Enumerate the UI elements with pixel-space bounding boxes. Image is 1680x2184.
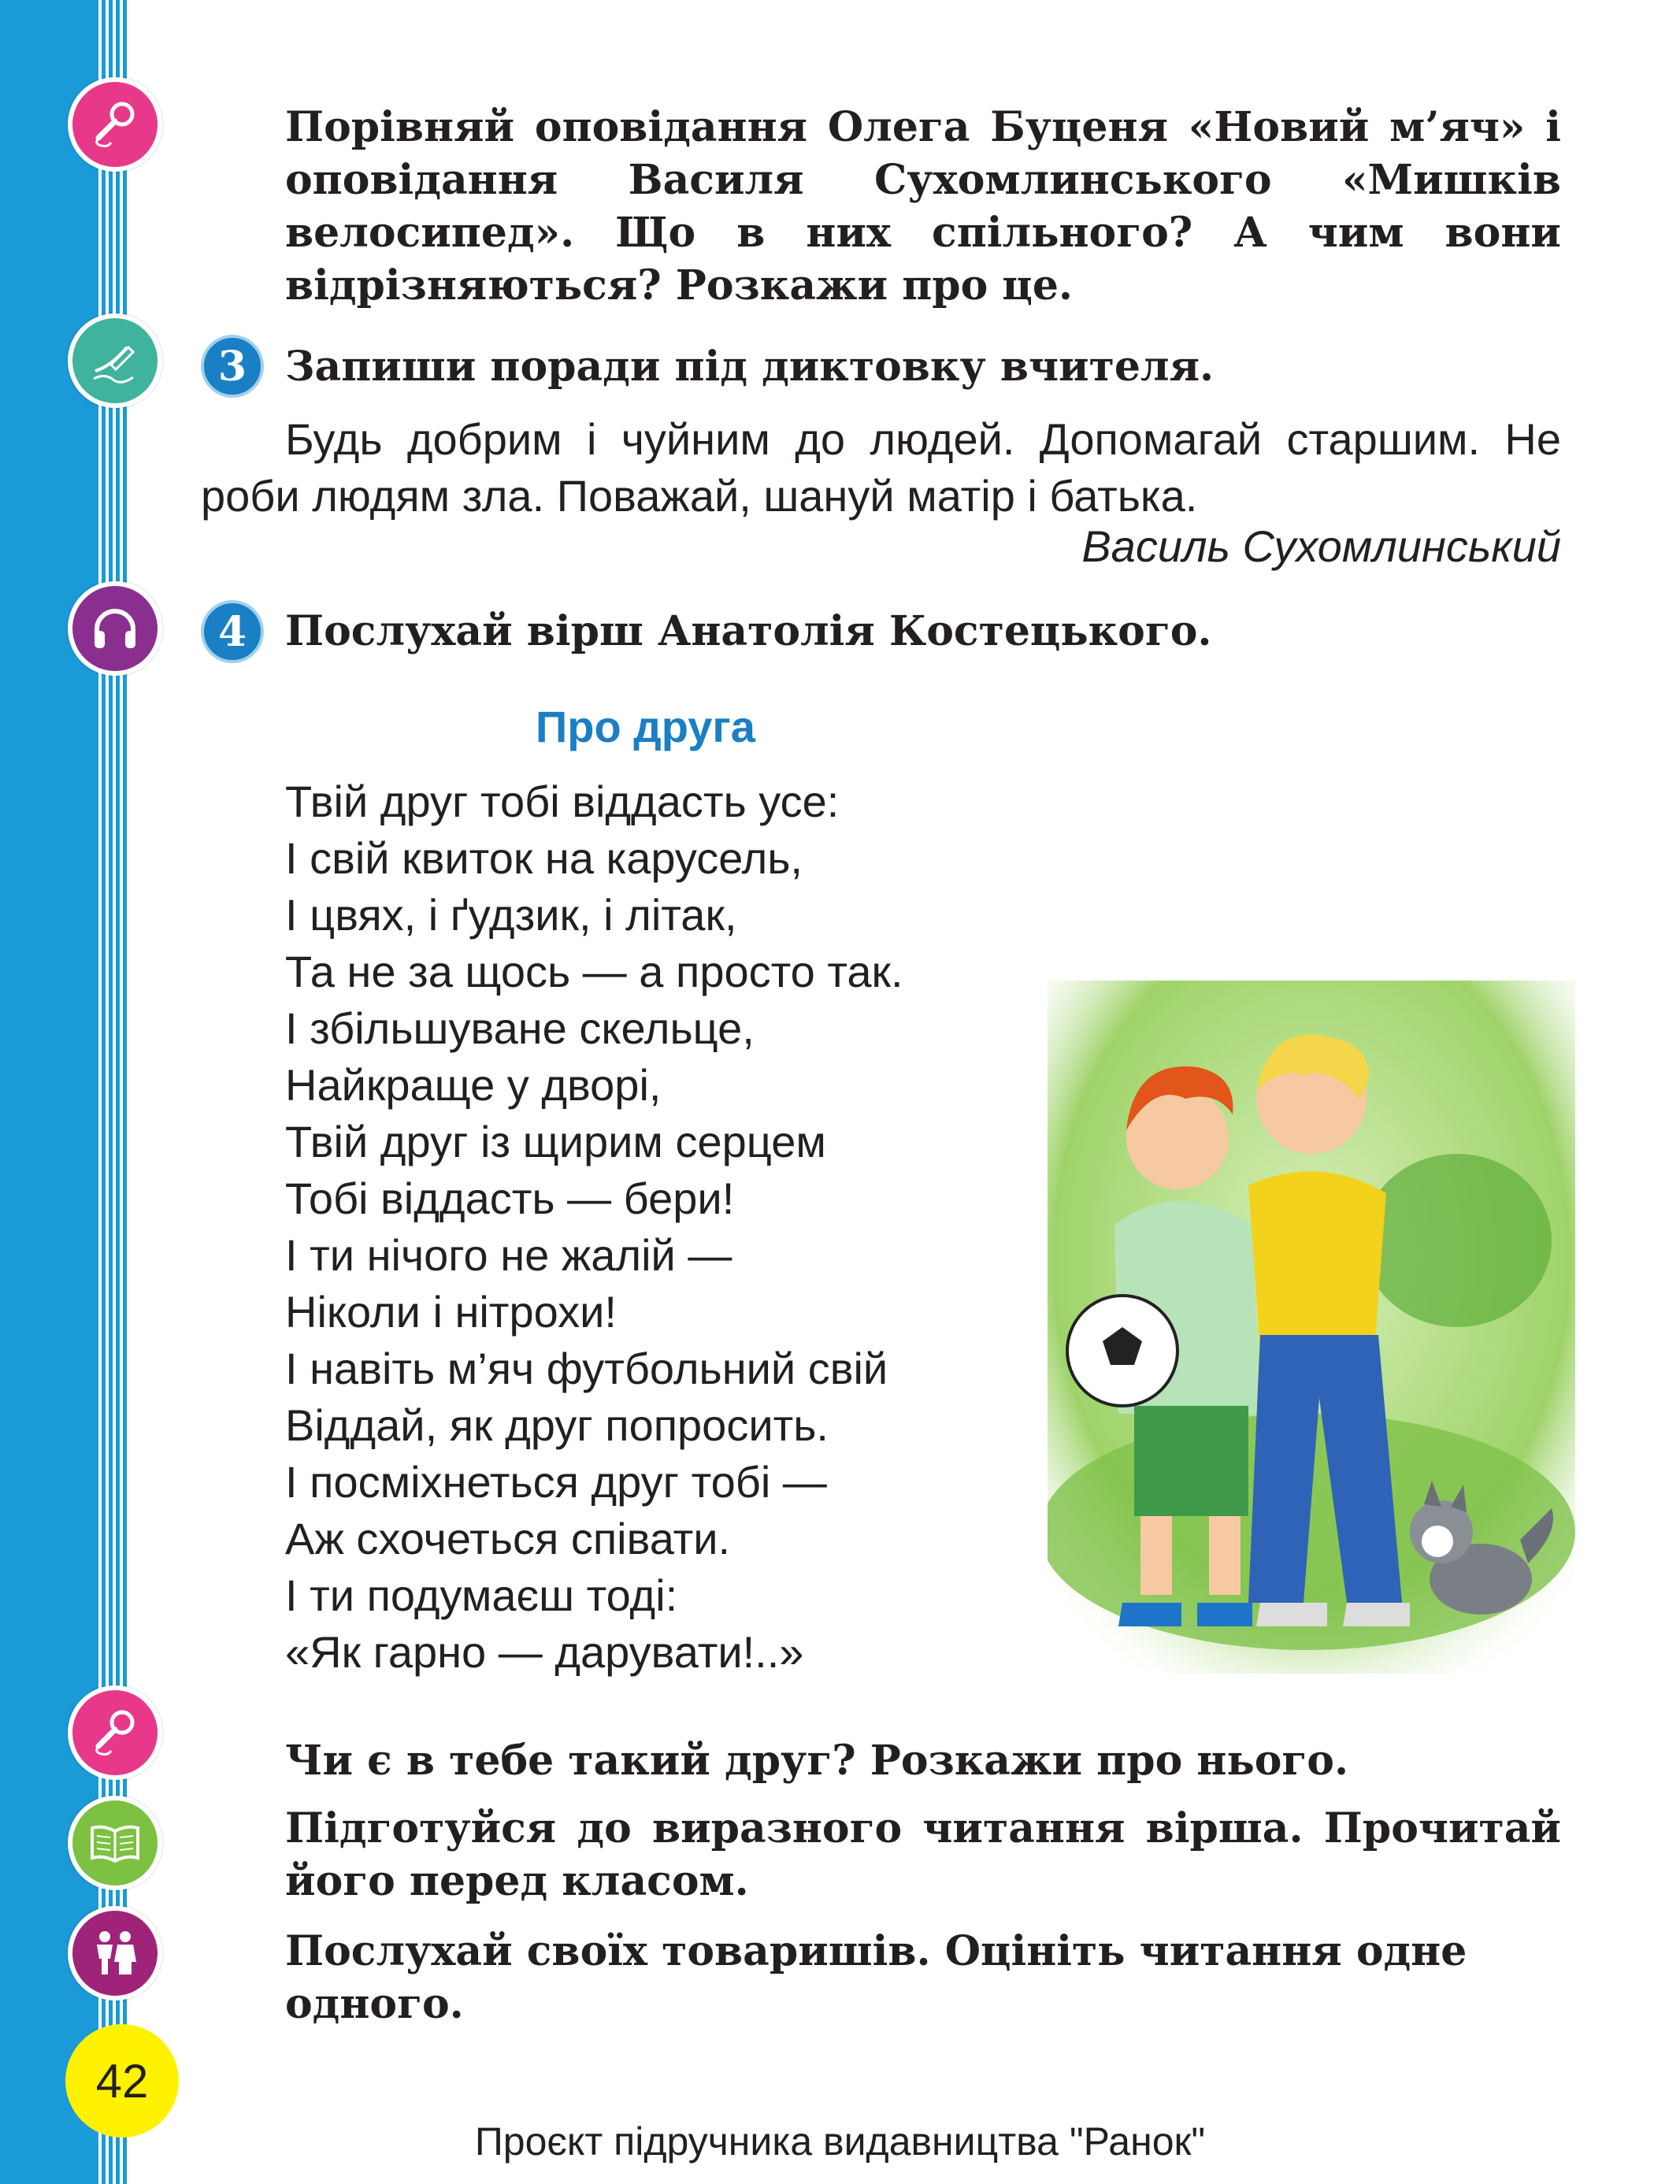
dictation-author: Василь Сухомлинський xyxy=(1081,521,1561,571)
poem-line: Віддай, як друг попросить. xyxy=(285,1400,829,1450)
task-4-instruction: Послухай вірш Анатолія Костецького. xyxy=(285,607,1212,655)
question-reading-prep: Підготуйся до виразного читання вірша. Прочитай його перед класом. xyxy=(285,1804,1561,1905)
task-number-badge: 3 xyxy=(201,335,264,398)
poem-line: Аж схочеться співати. xyxy=(285,1514,731,1563)
page-number: 42 xyxy=(65,2024,179,2138)
dictation-text: Будь добрим і чуйним до людей. Допомагай старшим. Не роби людям зла. Поважай, шануй матір і батька. xyxy=(201,414,1561,521)
poem-line: Твій друг із щирим серцем xyxy=(285,1117,826,1166)
poem-title: Про друга xyxy=(536,702,755,751)
poem-line: І свій квиток на карусель, xyxy=(285,833,803,883)
task-number-badge: 4 xyxy=(201,600,264,663)
poem-line: І ти нічого не жалій — xyxy=(285,1230,732,1280)
poem-line: І навіть м’яч футбольний свій xyxy=(285,1344,888,1393)
poem-line: І ти подумаєш тоді: xyxy=(285,1570,678,1620)
poem-line: Ніколи і нітрохи! xyxy=(285,1287,617,1337)
poem-line: І посміхнеться друг тобі — xyxy=(285,1457,827,1507)
poem-line: Найкраще у дворі, xyxy=(285,1060,662,1110)
task-intro: Порівняй оповідання Олега Буценя «Новий м’яч» і оповідання Василя Сухомлинського «Мишків велосипед». Що в них спільного? А чим вони відрізняються? Розкажи про це. xyxy=(285,103,1561,310)
poem-line: Твій друг тобі віддасть усе: xyxy=(285,777,840,826)
question-listen-peers: Послухай своїх товаришів. Оцініть читання одне одного. xyxy=(285,1927,1467,2028)
headphones-icon xyxy=(68,581,162,676)
writing-hand-icon xyxy=(68,313,162,408)
microphone-icon xyxy=(68,1685,162,1780)
two-children-icon xyxy=(68,1906,162,2000)
footer-note: Проєкт підручника видавництва "Ранок" xyxy=(474,2119,1206,2164)
poem-line: «Як гарно — дарувати!..» xyxy=(285,1627,804,1677)
boys-with-ball-illustration xyxy=(1048,981,1575,1674)
microphone-icon xyxy=(68,77,162,172)
question-friend: Чи є в тебе такий друг? Розкажи про нього. xyxy=(285,1737,1349,1785)
poem-line: Тобі віддасть — бери! xyxy=(285,1174,735,1223)
open-book-icon xyxy=(68,1796,162,1890)
task-3-instruction: Запиши поради під диктовку вчителя. xyxy=(285,343,1215,391)
poem-line: Та не за щось — а просто так. xyxy=(285,947,903,996)
poem-line: І збільшуване скельце, xyxy=(285,1003,755,1053)
poem-line: І цвях, і ґудзик, і літак, xyxy=(285,890,737,940)
